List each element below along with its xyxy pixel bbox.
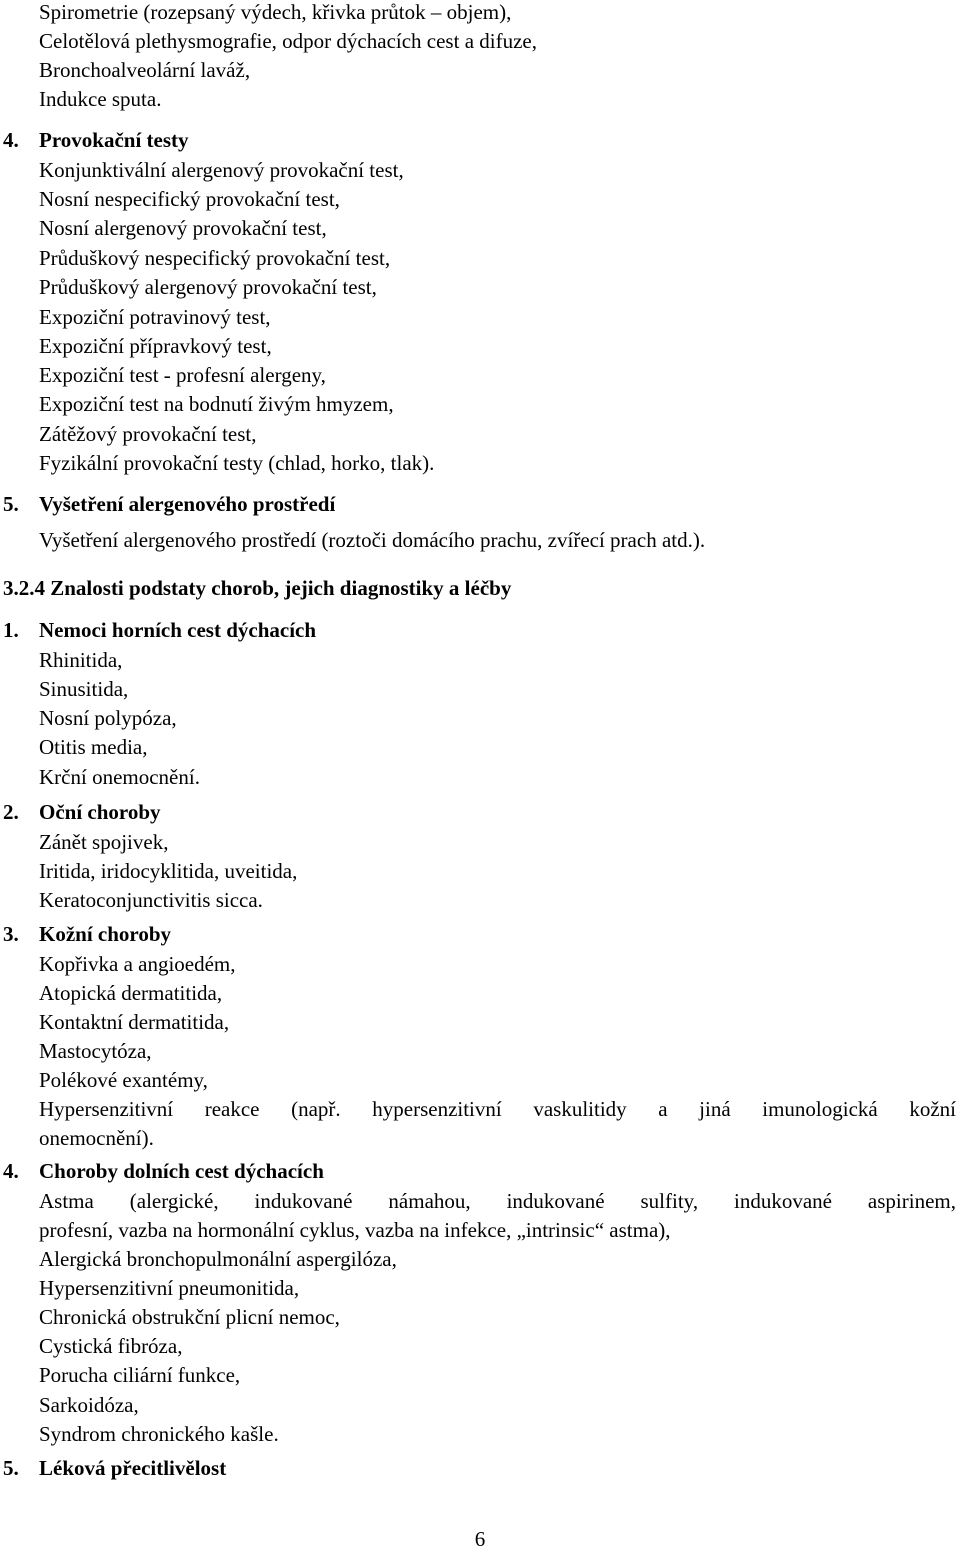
list-item: Rhinitida,: [39, 648, 123, 672]
section-number: 2.: [3, 800, 19, 824]
list-item: Konjunktivální alergenový provokační test,: [39, 158, 404, 182]
list-item: Hypersenzitivní reakce (např. hypersenzitivní vaskulitidy a jiná imunologická kožní: [39, 1097, 956, 1121]
list-item: Fyzikální provokační testy (chlad, horko, tlak).: [39, 451, 435, 475]
list-item: Expoziční přípravkový test,: [39, 334, 272, 358]
list-item: Nosní polypóza,: [39, 706, 177, 730]
list-item: Astma (alergické, indukované námahou, indukované sulfity, indukované aspirinem,: [39, 1189, 956, 1213]
list-item: onemocnění).: [39, 1126, 154, 1150]
list-item: Zánět spojivek,: [39, 830, 169, 854]
list-item: Iritida, iridocyklitida, uveitida,: [39, 859, 298, 883]
list-item: profesní, vazba na hormonální cyklus, vazba na infekce, „intrinsic“ astma),: [39, 1218, 671, 1242]
list-item: Bronchoalveolární laváž,: [39, 58, 251, 82]
list-item: Průduškový alergenový provokační test,: [39, 275, 377, 299]
list-item: Spirometrie (rozepsaný výdech, křivka průtok – objem),: [39, 0, 512, 24]
list-item: Kontaktní dermatitida,: [39, 1010, 230, 1034]
section-title: Provokační testy: [39, 128, 189, 152]
disease-heading-upper-airways: [3, 616, 316, 645]
section-number: 1.: [3, 618, 19, 642]
list-item: Hypersenzitivní pneumonitida,: [39, 1276, 300, 1300]
list-item: Cystická fibróza,: [39, 1334, 183, 1358]
section-title: Nemoci horních cest dýchacích: [39, 618, 317, 642]
section-number: 4.: [3, 1159, 19, 1183]
list-item: Vyšetření alergenového prostředí (roztoči domácího prachu, zvířecí prach atd.).: [39, 528, 706, 552]
section-number: 4.: [3, 128, 19, 152]
disease-heading-drug: [3, 1454, 226, 1483]
list-item: Mastocytóza,: [39, 1039, 152, 1063]
list-item: Kopřivka a angioedém,: [39, 952, 236, 976]
list-item: Expoziční potravinový test,: [39, 305, 271, 329]
list-item: Nosní alergenový provokační test,: [39, 216, 327, 240]
list-item: Zátěžový provokační test,: [39, 422, 257, 446]
list-item: Celotělová plethysmografie, odpor dýchacích cest a difuze,: [39, 29, 537, 53]
section-title: Choroby dolních cest dýchacích: [39, 1159, 324, 1183]
section-number: 3.: [3, 922, 19, 946]
list-item: Porucha ciliární funkce,: [39, 1363, 241, 1387]
disease-heading-eye: [3, 798, 161, 827]
list-item: Sarkoidóza,: [39, 1393, 139, 1417]
list-item: Alergická bronchopulmonální aspergilóza,: [39, 1247, 397, 1271]
disease-heading-skin: [3, 920, 171, 949]
list-item: Sinusitida,: [39, 677, 129, 701]
list-item: Syndrom chronického kašle.: [39, 1422, 279, 1446]
list-item: Krční onemocnění.: [39, 765, 200, 789]
section-title: Oční choroby: [39, 800, 161, 824]
section-title: Kožní choroby: [39, 922, 172, 946]
list-item: Atopická dermatitida,: [39, 981, 223, 1005]
list-item: Průduškový nespecifický provokační test,: [39, 246, 391, 270]
section-title: Léková přecitlivělost: [39, 1456, 227, 1480]
list-item: Expoziční test na bodnutí živým hmyzem,: [39, 392, 394, 416]
subsection-heading: 3.2.4 Znalosti podstaty chorob, jejich diagnostiky a léčby: [3, 576, 512, 600]
list-item: Nosní nespecifický provokační test,: [39, 187, 340, 211]
page-number: 6: [474, 1527, 486, 1551]
list-item: Expoziční test - profesní alergeny,: [39, 363, 326, 387]
list-item: Otitis media,: [39, 735, 148, 759]
section-heading-provocation-tests: [3, 126, 189, 155]
section-heading-environment: [3, 490, 335, 519]
list-item: Polékové exantémy,: [39, 1068, 208, 1092]
section-number: 5.: [3, 1456, 19, 1480]
list-item: Keratoconjunctivitis sicca.: [39, 888, 263, 912]
list-item: Chronická obstrukční plicní nemoc,: [39, 1305, 340, 1329]
list-item: Indukce sputa.: [39, 87, 162, 111]
disease-heading-lower-airways: [3, 1157, 324, 1186]
section-number: 5.: [3, 492, 19, 516]
section-title: Vyšetření alergenového prostředí: [39, 492, 336, 516]
